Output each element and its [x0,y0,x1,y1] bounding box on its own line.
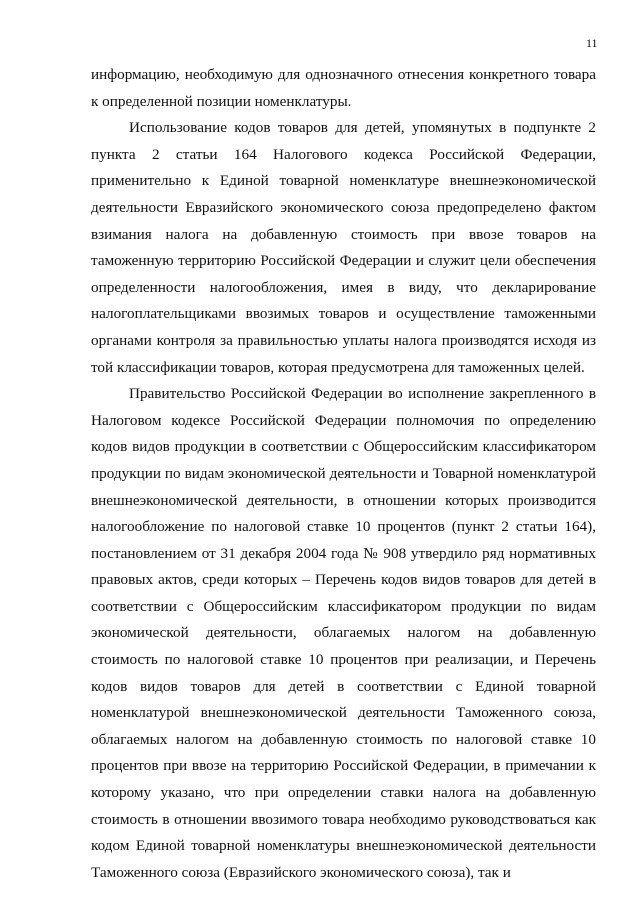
document-body [91,62,596,886]
page-number: 11 [586,36,598,50]
paragraph-continuation: информацию, необходимую для однозначного отнесения конкретного товара к определенной позиции номенклатуры. [91,66,596,110]
paragraph-government-decree: Правительство Российской Федерации во исполнение закрепленного в Налоговом кодексе Российской Федерации полномочия по определению кодов видов продукции в соответствии с Общероссийским классификатором продукции по видам экономической деятельности и Товарной номенклатурой внешнеэкономической деятельности, в отношении которых производится налогообложение по налоговой ставке 10 процентов (пункт 2 статьи 164), постановлением от 31 декабря 2004 года № 908 утвердило ряд нормативных правовых актов, среди которых – Перечень кодов видов товаров для детей в соответствии с Общероссийским классификатором продукции по видам экономической деятельности, облагаемых налогом на добавленную стоимость по налоговой ставке 10 процентов при реализации, и Перечень кодов видов товаров для детей в соответствии с Единой товарной номенклатурой внешнеэкономической деятельности Таможенного союза, облагаемых налогом на добавленную стоимость по налоговой ставке 10 процентов при ввозе на территорию Российской Федерации, в примечании к которому указано, что при определении ставки налога на добавленную стоимость в отношении ввозимого товара необходимо руководствоваться как кодом Единой товарной номенклатуры внешнеэкономической деятельности Таможенного союза (Евразийского экономического союза), так и [91,385,596,881]
paragraph-goods-codes: Использование кодов товаров для детей, упомянутых в подпункте 2 пункта 2 статьи 164 Налогового кодекса Российской Федерации, применительно к Единой товарной номенклатуре внешнеэкономической деятельности Евразийского экономического союза предопределено фактом взимания налога на добавленную стоимость при ввозе товаров на таможенную территорию Российской Федерации и служит цели обеспечения определенности налогообложения, имея в виду, что декларирование налогоплательщиками ввозимых товаров и осуществление таможенными органами контроля за правильностью уплаты налога производятся исходя из той классификации товаров, которая предусмотрена для таможенных целей. [91,119,596,376]
